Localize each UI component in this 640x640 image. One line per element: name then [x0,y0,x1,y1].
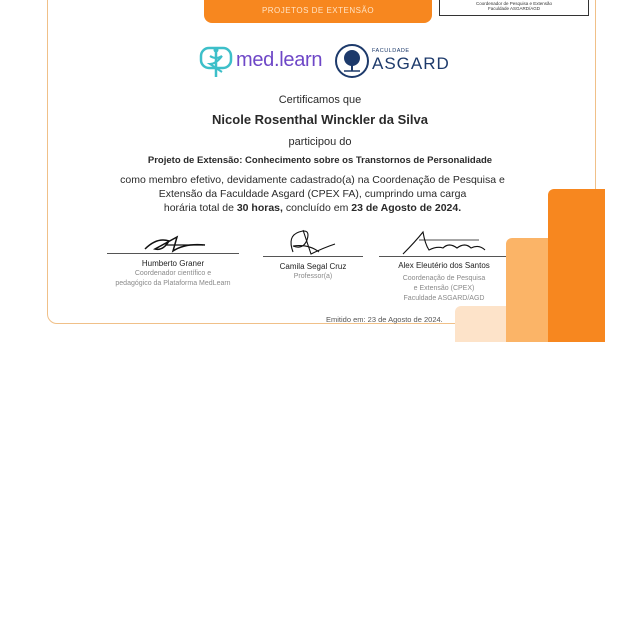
signer-role-1b: pedagógico da Plataforma MedLearn [115,280,231,287]
asgard-caption: FACULDADE [372,48,410,54]
bar-light [455,306,509,342]
handwritten-signature-2 [263,226,363,256]
signer-name-3: Alex Eleutério dos Santos [398,261,490,270]
signer-role-3a: Coordenação de Pesquisa [402,275,486,282]
header-banner [204,0,432,23]
banner-text: PROJETOS DE EXTENSÃO [261,6,375,15]
participated-text: participou do [288,136,352,148]
tree-seal-icon [334,43,370,79]
signer-role-1a: Coordenador científico e [134,270,212,277]
body-line-3-start: horária total de [163,202,234,214]
medlearn-logo [198,44,324,80]
completion-date: 23 de Agosto de 2024. [351,202,462,214]
asgard-wordmark: ASGARD [372,54,450,73]
body-line-2: Extensão da Faculdade Asgard (CPEX FA), cumprindo uma carga [158,188,467,200]
signer-role-3b: e Extensão (CPEX) [413,285,475,292]
stamp-line-2: Faculdade ASGARD/AGD [487,6,541,11]
handwritten-signature-3 [379,226,509,256]
medlearn-wordmark: med.learn [236,49,323,71]
asgard-logo [334,42,448,80]
body-line-3 [90,201,535,215]
stamp-line-1: Coordenador de Pesquisa e Extensão [475,1,553,6]
certify-text: Certificamos que [278,94,362,106]
signer-role-3c: Faculdade ASGARD/AGD [403,295,485,302]
qr-code-fragment [90,0,154,4]
signature-line-2 [263,256,363,257]
caduceus-icon [198,44,234,80]
signer-role-2: Professor(a) [293,273,333,280]
stamp-box [439,0,589,16]
signer-name-2: Camila Segal Cruz [279,262,347,271]
signature-block-3 [379,226,509,303]
hours-value: 30 horas, [236,202,283,214]
issued-date: Emitido em: 23 de Agosto de 2024. [326,315,443,324]
signature-line-1 [107,253,239,254]
body-line-1: como membro efetivo, devidamente cadastrado(a) na Coordenação de Pesquisa e [120,174,505,186]
project-title: Projeto de Extensão: Conhecimento sobre os Transtornos de Personalidade [147,155,493,166]
body-line-3-mid: concluído em [285,202,349,214]
certificate-body [90,173,535,215]
signature-block-1 [107,233,239,288]
recipient-name: Nicole Rosenthal Winckler da Silva [212,112,428,127]
handwritten-signature-1 [107,233,239,253]
signature-line-3 [379,256,509,257]
bar-dark [548,189,605,342]
signature-block-2 [263,226,363,281]
signer-name-1: Humberto Graner [141,259,205,268]
